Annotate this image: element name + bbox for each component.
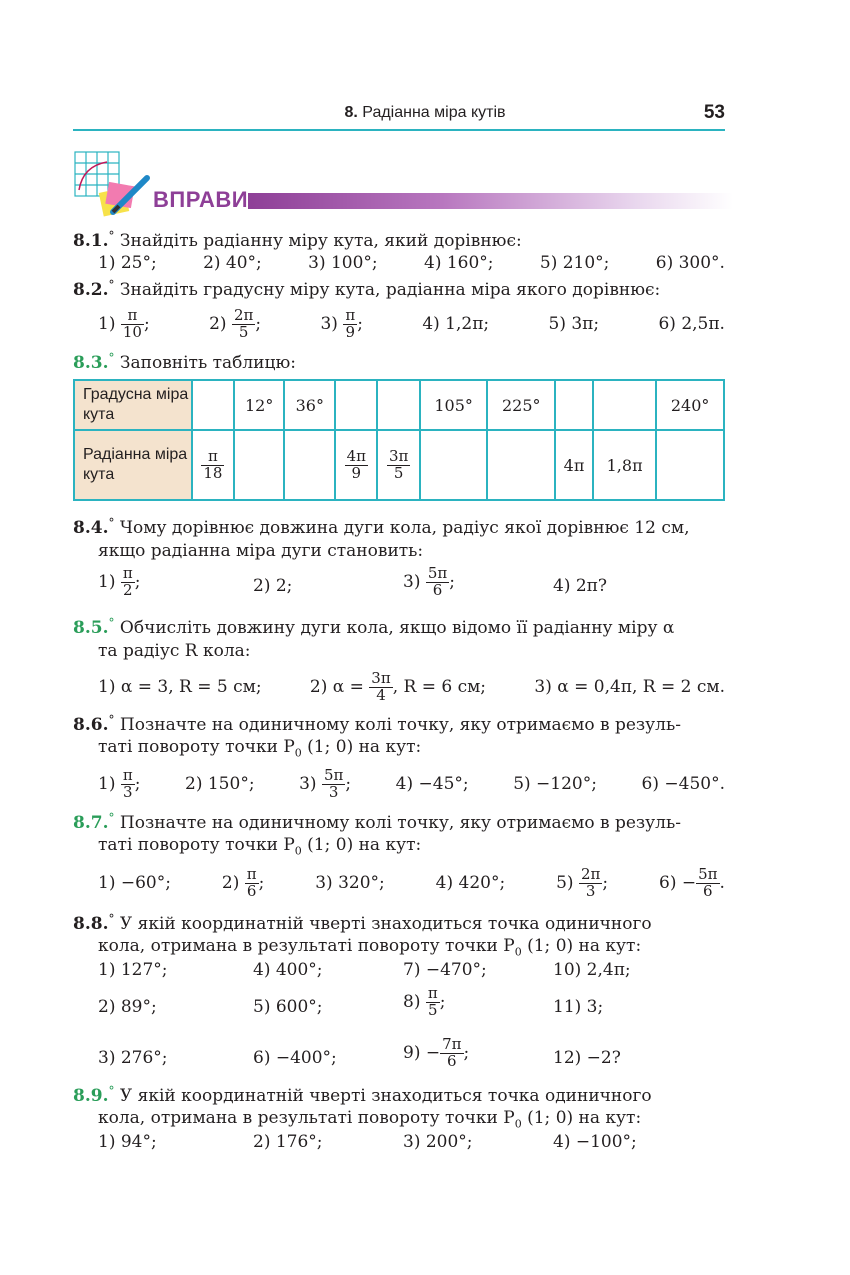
table-cell: 12°	[234, 380, 285, 430]
list-item: 3) 200°;	[403, 1132, 473, 1152]
table-row	[74, 380, 724, 430]
exercise-8-8-prompt: 8.8.° У якій координатній чверті знаходиться точка одиничного	[73, 912, 652, 934]
list-item: 1) $\frac{\pi}{10}$ ;	[98, 305, 150, 341]
table-cell: $\frac{3\pi}{5}$	[377, 430, 419, 500]
list-item: 1) 25°;	[98, 253, 157, 273]
table-cell	[192, 380, 234, 430]
list-item: 3) 320°;	[315, 873, 385, 893]
list-item: 4) 1,2π;	[422, 314, 490, 334]
list-item: 1) $\frac{\pi}{2}$ ;	[98, 564, 141, 599]
list-item: 9) − $\frac{7\pi}{6}$ ;	[403, 1035, 470, 1070]
list-item: 1) $\frac{\pi}{3}$ ;	[98, 765, 141, 801]
exercises-banner	[73, 150, 733, 220]
exercise-8-9-items	[98, 1132, 725, 1156]
exercise-8-5-items	[98, 665, 725, 709]
exercise-8-5-prompt-cont: та радіус R кола:	[98, 641, 251, 661]
list-item: 4) 2π?	[553, 576, 607, 596]
list-item: 3) 276°;	[98, 1048, 168, 1068]
table-cell	[377, 380, 419, 430]
list-item: 3) $\frac{5\pi}{3}$ ;	[299, 765, 352, 801]
table-cell: 1,8π	[593, 430, 656, 500]
exercise-8-4-prompt-cont: якщо радіанна міра дуги становить:	[98, 541, 424, 561]
list-item: 3) α = 0,4π, R = 2 см.	[534, 677, 725, 697]
list-item: 2) 2;	[253, 576, 293, 596]
list-item: 7) −470°;	[403, 960, 487, 980]
list-item: 5) 600°;	[253, 997, 323, 1017]
exercise-8-7-prompt: 8.7.° Позначте на одиничному колі точку, яку отримаємо в резуль-	[73, 811, 681, 833]
table-cell	[420, 430, 488, 500]
table-cell: 36°	[284, 380, 335, 430]
list-item: 11) 3;	[553, 997, 604, 1017]
exercise-8-8-items	[98, 960, 725, 1085]
exercise-number: 8.2.	[73, 280, 109, 300]
list-item: 5) 3π;	[548, 314, 600, 334]
list-item: 5) −120°;	[513, 774, 597, 794]
table-cell: 240°	[656, 380, 724, 430]
row-header-degrees: Градусна міра кута	[74, 380, 192, 430]
header-rule	[73, 129, 725, 131]
table-cell: $\frac{4\pi}{9}$	[335, 430, 377, 500]
list-item: 2) $\frac{\pi}{6}$ ;	[221, 864, 265, 900]
list-item: 5) $\frac{2\pi}{3}$ ;	[556, 864, 609, 900]
exercise-8-9-prompt-cont: кола, отримана в результаті повороту точки $P_0$ (1; 0) на кут:	[98, 1108, 642, 1131]
list-item: 4) −100°;	[553, 1132, 637, 1152]
exercise-8-5-prompt: 8.5.° Обчисліть довжину дуги кола, якщо відомо її радіанну міру α	[73, 616, 675, 638]
table-cell: 105°	[420, 380, 488, 430]
table-cell	[234, 430, 285, 500]
list-item: 4) 400°;	[253, 960, 323, 980]
table-cell	[284, 430, 335, 500]
list-item: 1) 94°;	[98, 1132, 157, 1152]
grid-pencil-icon	[73, 150, 153, 220]
exercise-8-4-items	[98, 566, 725, 610]
row-header-radians: Радіанна міра кута	[74, 430, 192, 500]
exercise-8-1-items	[98, 253, 725, 273]
exercise-8-3-prompt: 8.3.° Заповніть таблицю:	[73, 351, 296, 373]
table-cell	[335, 380, 377, 430]
list-item: 3) 100°;	[308, 253, 378, 273]
exercise-number: 8.3.	[73, 353, 109, 373]
list-item: 8) $\frac{\pi}{5}$ ;	[403, 984, 446, 1019]
list-item: 1) −60°;	[98, 873, 171, 893]
list-item: 2) $\frac{2\pi}{5}$ ;	[209, 305, 262, 341]
banner-title: ВПРАВИ	[153, 187, 249, 212]
exercise-text: Знайдіть радіанну міру кута, який дорівнює:	[119, 231, 522, 251]
list-item: 10) 2,4π;	[553, 960, 631, 980]
list-item: 6) −450°.	[641, 774, 725, 794]
exercise-8-9-prompt: 8.9.° У якій координатній чверті знаходиться точка одиничного	[73, 1084, 652, 1106]
list-item: 2) 40°;	[203, 253, 262, 273]
exercise-8-1-prompt: 8.1.° Знайдіть радіанну міру кута, який дорівнює:	[73, 229, 522, 251]
table-cell: 225°	[487, 380, 555, 430]
exercise-8-2-items	[98, 302, 725, 346]
list-item: 1) α = 3, R = 5 см;	[98, 677, 262, 697]
list-item: 2) 176°;	[253, 1132, 323, 1152]
table-cell	[487, 430, 555, 500]
list-item: 6) −400°;	[253, 1048, 337, 1068]
exercise-8-2-prompt: 8.2.° Знайдіть градусну міру кута, радіанна міра якого дорівнює:	[73, 278, 661, 300]
table-cell	[593, 380, 656, 430]
table-cell	[656, 430, 724, 500]
exercise-number: 8.1.	[73, 231, 109, 251]
list-item: 3) $\frac{5\pi}{6}$ ;	[403, 564, 455, 599]
list-item: 2) 150°;	[185, 774, 255, 794]
degrees-radians-table	[73, 379, 725, 501]
list-item: 4) 420°;	[435, 873, 506, 893]
section-number: 8.	[344, 104, 358, 121]
page-number: 53	[703, 102, 725, 123]
list-item: 12) −2?	[553, 1048, 621, 1068]
banner-gradient-bar	[248, 193, 733, 209]
section-title: Радіанна міра кутів	[362, 104, 506, 121]
list-item: 2) α = $\frac{3\pi}{4}$ , R = 6 см;	[309, 668, 487, 704]
exercise-8-6-prompt-cont: таті повороту точки $P_0$ (1; 0) на кут:	[98, 737, 422, 760]
list-item: 6) 2,5π.	[658, 314, 725, 334]
table-cell: 4π	[555, 430, 593, 500]
exercise-text: Знайдіть градусну міру кута, радіанна міра якого дорівнює:	[119, 280, 661, 300]
exercise-text: Заповніть таблицю:	[119, 353, 296, 373]
exercise-8-7-prompt-cont: таті повороту точки $P_0$ (1; 0) на кут:	[98, 835, 422, 858]
table-cell	[555, 380, 593, 430]
exercise-8-4-prompt: 8.4.° Чому дорівнює довжина дуги кола, радіус якої дорівнює 12 см,	[73, 516, 690, 538]
list-item: 3) $\frac{\pi}{9}$ ;	[320, 305, 363, 341]
table-row	[74, 430, 724, 500]
list-item: 4) 160°;	[424, 253, 494, 273]
list-item: 6) 300°.	[655, 253, 725, 273]
list-item: 1) 127°;	[98, 960, 168, 980]
list-item: 6) − $\frac{5\pi}{6}$ .	[659, 864, 725, 900]
table-cell: $\frac{\pi}{18}$	[192, 430, 234, 500]
list-item: 4) −45°;	[395, 774, 469, 794]
list-item: 2) 89°;	[98, 997, 157, 1017]
exercise-8-6-items	[98, 762, 725, 806]
exercise-8-6-prompt: 8.6.° Позначте на одиничному колі точку, яку отримаємо в резуль-	[73, 713, 681, 735]
list-item: 5) 210°;	[539, 253, 610, 273]
exercise-8-7-items	[98, 861, 725, 905]
exercise-8-8-prompt-cont: кола, отримана в результаті повороту точки $P_0$ (1; 0) на кут:	[98, 936, 642, 959]
